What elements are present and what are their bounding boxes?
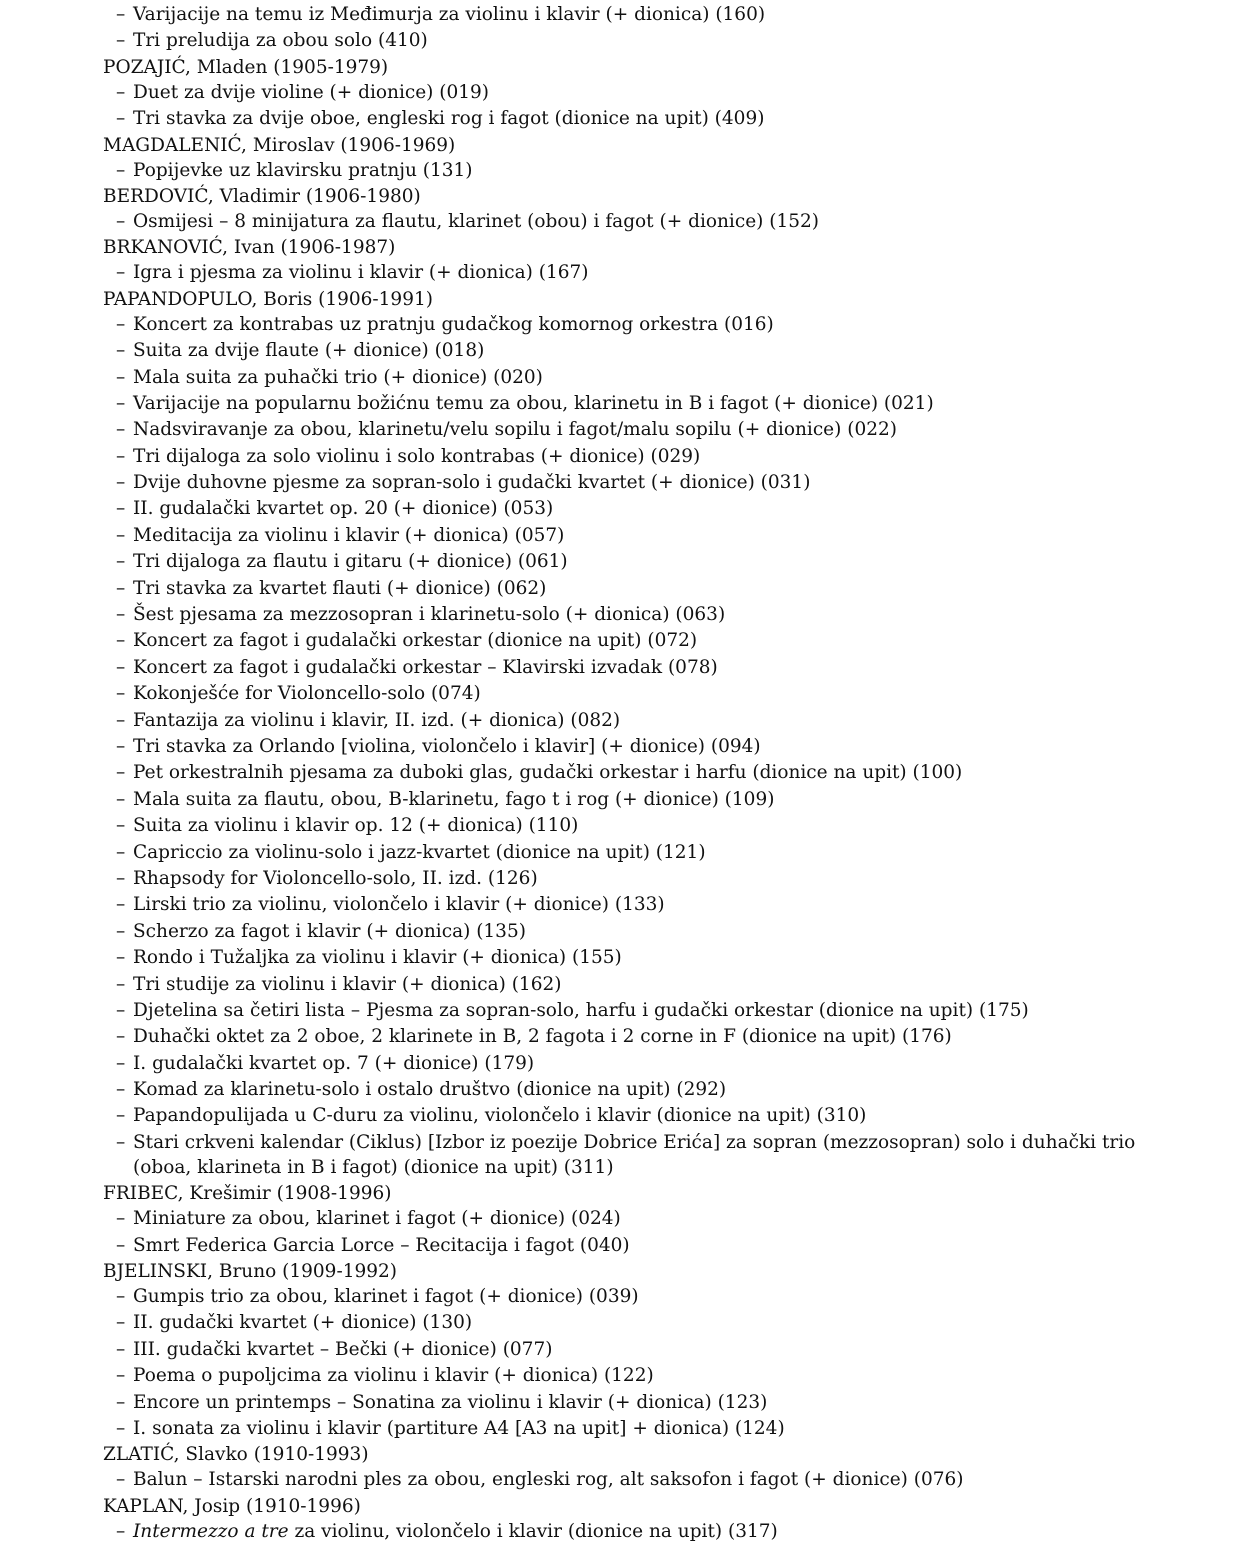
work-entry: [103, 1103, 1163, 1128]
list-dash: –: [116, 920, 126, 942]
work-entry: [103, 708, 1163, 733]
work-title: Koncert za fagot i gudalački orkestar (dionice na upit) (072): [133, 630, 698, 652]
work-title: Suita za dvije flaute (+ dionice) (018): [133, 340, 485, 362]
work-title: Duet za dvije violine (+ dionice) (019): [133, 81, 490, 103]
work-title: Djetelina sa četiri lista – Pjesma za sopran-solo, harfu i gudački orkestar (dionice na upit) (175): [133, 999, 1029, 1021]
composer-name: POZAJIĆ, Mladen (1905-1979): [103, 56, 389, 78]
list-dash: –: [116, 630, 126, 652]
composer-name: KAPLAN, Josip (1910-1996): [103, 1495, 361, 1517]
work-title: Miniature za obou, klarinet i fagot (+ dionice) (024): [133, 1208, 621, 1230]
work-title: II. gudalački kvartet op. 20 (+ dionice) (053): [133, 498, 554, 520]
work-entry: [103, 840, 1163, 865]
list-dash: –: [116, 1208, 126, 1230]
work-title: II. gudački kvartet (+ dionice) (130): [133, 1312, 473, 1334]
work-title: Šest pjesama za mezzosopran i klarinetu-solo (+ dionica) (063): [133, 604, 726, 626]
work-list: [103, 209, 1163, 234]
work-entry: [103, 1519, 1163, 1544]
work-title: Lirski trio za violinu, violončelo i klavir (+ dionice) (133): [133, 894, 665, 916]
list-dash: –: [116, 947, 126, 969]
work-list: [103, 312, 1163, 1180]
work-entry: [103, 787, 1163, 812]
work-title: Koncert za kontrabas uz pratnju gudačkog komornog orkestra (016): [133, 313, 774, 335]
composer-section: [103, 1494, 1163, 1544]
list-dash: –: [116, 81, 126, 103]
work-title: za violinu, violončelo i klavir (dionice na upit) (317): [288, 1520, 778, 1542]
list-dash: –: [116, 788, 126, 810]
composer-section: [103, 287, 1163, 1180]
work-entry: [103, 1284, 1163, 1309]
work-title: Meditacija za violinu i klavir (+ dionica) (057): [133, 524, 565, 546]
work-list: [103, 158, 1163, 183]
work-list: [103, 80, 1163, 131]
list-dash: –: [116, 1079, 126, 1101]
work-title: Varijacije na popularnu božićnu temu za obou, klarinetu in B i fagot (+ dionice) (021): [133, 392, 934, 414]
list-dash: –: [116, 762, 126, 784]
list-dash: –: [116, 973, 126, 995]
work-title: Suita za violinu i klavir op. 12 (+ dionica) (110): [133, 815, 579, 837]
work-title: Papandopulijada u C-duru za violinu, violončelo i klavir (dionice na upit) (310): [133, 1105, 867, 1127]
work-entry: [103, 919, 1163, 944]
work-entry: [103, 470, 1163, 495]
work-entry: [103, 444, 1163, 469]
work-title: Encore un printemps – Sonatina za violinu i klavir (+ dionica) (123): [133, 1391, 768, 1413]
composer-section: [103, 1442, 1163, 1492]
work-entry: [103, 866, 1163, 891]
work-entry: [103, 1310, 1163, 1335]
list-dash: –: [116, 30, 126, 52]
list-dash: –: [116, 683, 126, 705]
composer-name: BJELINSKI, Bruno (1909-1992): [103, 1261, 397, 1283]
list-dash: –: [116, 4, 126, 25]
work-title: Igra i pjesma za violinu i klavir (+ dionica) (167): [133, 262, 589, 284]
work-title: Koncert za fagot i gudalački orkestar – Klavirski izvadak (078): [133, 656, 718, 678]
work-list: [103, 1467, 1163, 1492]
work-entry: [103, 1077, 1163, 1102]
work-title: Komad za klarinetu-solo i ostalo društvo (dionice na upit) (292): [133, 1079, 727, 1101]
work-entry: [103, 496, 1163, 521]
work-entry: [103, 734, 1163, 759]
work-entry: [103, 892, 1163, 917]
work-entry: [103, 1024, 1163, 1049]
work-entry: [103, 1416, 1163, 1441]
list-dash: –: [116, 472, 126, 494]
work-title: Rhapsody for Violoncello-solo, II. izd. (126): [133, 867, 538, 889]
list-dash: –: [116, 1520, 126, 1542]
work-list: [103, 260, 1163, 285]
work-title: Smrt Federica Garcia Lorce – Recitacija i fagot (040): [133, 1234, 630, 1256]
list-dash: –: [116, 577, 126, 599]
list-dash: –: [116, 1026, 126, 1048]
list-dash: –: [116, 419, 126, 441]
composer-section: [103, 235, 1163, 285]
composer-section: [103, 184, 1163, 234]
list-dash: –: [116, 210, 126, 232]
work-entry: [103, 260, 1163, 285]
work-entry: [103, 1206, 1163, 1231]
work-title: Tri stavka za kvartet flauti (+ dionice) (062): [133, 577, 547, 599]
composer-section: [103, 133, 1163, 183]
work-title: Tri preludija za obou solo (410): [133, 30, 428, 52]
work-entry: [103, 628, 1163, 653]
work-entry: [103, 158, 1163, 183]
work-entry: [103, 1363, 1163, 1388]
list-dash: –: [116, 1052, 126, 1074]
work-title: Mala suita za flautu, obou, B-klarinetu, fago t i rog (+ dionice) (109): [133, 788, 775, 810]
list-dash: –: [116, 313, 126, 335]
work-list: [103, 1284, 1163, 1441]
work-entry: [103, 523, 1163, 548]
work-title: I. gudalački kvartet op. 7 (+ dionice) (179): [133, 1052, 535, 1074]
work-title: Tri studije za violinu i klavir (+ dionica) (162): [133, 973, 562, 995]
list-dash: –: [116, 1417, 126, 1439]
list-dash: –: [116, 815, 126, 837]
work-title: Balun – Istarski narodni ples za obou, engleski rog, alt saksofon i fagot (+ dionice) (076): [133, 1469, 964, 1491]
composer-name: BRKANOVIĆ, Ivan (1906-1987): [103, 237, 396, 259]
work-entry: [103, 391, 1163, 416]
list-dash: –: [116, 656, 126, 678]
work-title: Stari crkveni kalendar (Ciklus) [Izbor iz poezije Dobrice Erića] za sopran (mezzosopran) solo i duhački trio (oboa, klarineta in B i fagot) (dionice na upit) (311): [133, 1131, 1136, 1178]
list-dash: –: [116, 894, 126, 916]
list-dash: –: [116, 1391, 126, 1413]
work-entry: [103, 549, 1163, 574]
work-entry: [103, 972, 1163, 997]
work-entry: [103, 2, 1163, 27]
list-dash: –: [116, 262, 126, 284]
list-dash: –: [116, 867, 126, 889]
work-entry: [103, 209, 1163, 234]
list-dash: –: [116, 1312, 126, 1334]
work-entry: [103, 945, 1163, 970]
list-dash: –: [116, 1338, 126, 1360]
work-entry: [103, 602, 1163, 627]
work-entry: [103, 417, 1163, 442]
work-entry: [103, 1467, 1163, 1492]
work-title: Gumpis trio za obou, klarinet i fagot (+ dionice) (039): [133, 1286, 639, 1308]
work-title: Duhački oktet za 2 oboe, 2 klarinete in B, 2 fagota i 2 corne in F (dionice na upit) (176): [133, 1026, 952, 1048]
work-title: Tri stavka za dvije oboe, engleski rog i fagot (dionice na upit) (409): [133, 108, 765, 130]
list-dash: –: [116, 1286, 126, 1308]
work-title: Rondo i Tužaljka za violinu i klavir (+ dionica) (155): [133, 947, 622, 969]
work-title-italic: Intermezzo a tre: [133, 1520, 289, 1542]
list-dash: –: [116, 392, 126, 414]
list-dash: –: [116, 1131, 126, 1153]
work-title: Varijacije na temu iz Međimurja za violinu i klavir (+ dionica) (160): [133, 4, 766, 25]
composer-name: PAPANDOPULO, Boris (1906-1991): [103, 288, 433, 310]
work-title: Mala suita za puhački trio (+ dionice) (020): [133, 366, 543, 388]
work-entry: [103, 1390, 1163, 1415]
list-dash: –: [116, 498, 126, 520]
work-title: Tri dijaloga za flautu i gitaru (+ dionice) (061): [133, 551, 568, 573]
work-title: Tri stavka za Orlando [violina, violončelo i klavir] (+ dionice) (094): [133, 735, 761, 757]
work-title: Kokonješće for Violoncello-solo (074): [133, 683, 481, 705]
work-entry: [103, 681, 1163, 706]
catalogue-page: [103, 2, 1163, 1545]
composer-section: [103, 55, 1163, 131]
work-entry: [103, 655, 1163, 680]
composer-section: [103, 1259, 1163, 1441]
work-title: Nadsviravanje za obou, klarinetu/velu sopilu i fagot/malu sopilu (+ dionice) (022): [133, 419, 897, 441]
list-dash: –: [116, 1105, 126, 1127]
work-entry: [103, 998, 1163, 1023]
list-dash: –: [116, 445, 126, 467]
list-dash: –: [116, 1234, 126, 1256]
list-dash: –: [116, 340, 126, 362]
work-entry: [103, 80, 1163, 105]
work-entry: [103, 1051, 1163, 1076]
list-dash: –: [116, 551, 126, 573]
work-title: Fantazija za violinu i klavir, II. izd. (+ dionica) (082): [133, 709, 621, 731]
work-entry: [103, 1233, 1163, 1258]
work-entry: [103, 760, 1163, 785]
composer-name: MAGDALENIĆ, Miroslav (1906-1969): [103, 134, 456, 156]
composer-section: [103, 1181, 1163, 1257]
work-title: Tri dijaloga za solo violinu i solo kontrabas (+ dionice) (029): [133, 445, 701, 467]
work-title: Dvije duhovne pjesme za sopran-solo i gudački kvartet (+ dionice) (031): [133, 472, 811, 494]
list-dash: –: [116, 159, 126, 181]
list-dash: –: [116, 604, 126, 626]
work-entry: [103, 338, 1163, 363]
composer-name: FRIBEC, Krešimir (1908-1996): [103, 1183, 392, 1205]
list-dash: –: [116, 841, 126, 863]
work-entry: [103, 1130, 1163, 1180]
work-title: Pet orkestralnih pjesama za duboki glas, gudački orkestar i harfu (dionice na upit) (100): [133, 762, 963, 784]
list-dash: –: [116, 108, 126, 130]
work-entry: [103, 106, 1163, 131]
work-entry: [103, 813, 1163, 838]
work-entry: [103, 576, 1163, 601]
work-list: [103, 1519, 1163, 1544]
list-dash: –: [116, 709, 126, 731]
work-title: Poema o pupoljcima za violinu i klavir (+ dionica) (122): [133, 1365, 654, 1387]
work-title: Popijevke uz klavirsku pratnju (131): [133, 159, 473, 181]
work-entry: [103, 312, 1163, 337]
work-title: Capriccio za violinu-solo i jazz-kvartet (dionice na upit) (121): [133, 841, 706, 863]
continued-work-list: [103, 2, 1163, 53]
composer-list: [103, 55, 1163, 1544]
work-entry: [103, 28, 1163, 53]
work-entry: [103, 1337, 1163, 1362]
list-dash: –: [116, 1365, 126, 1387]
list-dash: –: [116, 524, 126, 546]
list-dash: –: [116, 1469, 126, 1491]
work-title: III. gudački kvartet – Bečki (+ dionice) (077): [133, 1338, 553, 1360]
work-title: Osmijesi – 8 minijatura za flautu, klarinet (obou) i fagot (+ dionice) (152): [133, 210, 819, 232]
list-dash: –: [116, 999, 126, 1021]
work-title: I. sonata za violinu i klavir (partiture A4 [A3 na upit] + dionica) (124): [133, 1417, 785, 1439]
composer-name: BERDOVIĆ, Vladimir (1906-1980): [103, 185, 421, 207]
list-dash: –: [116, 366, 126, 388]
work-title: Scherzo za fagot i klavir (+ dionica) (135): [133, 920, 526, 942]
work-entry: [103, 365, 1163, 390]
composer-name: ZLATIĆ, Slavko (1910-1993): [103, 1444, 369, 1466]
work-list: [103, 1206, 1163, 1257]
list-dash: –: [116, 735, 126, 757]
